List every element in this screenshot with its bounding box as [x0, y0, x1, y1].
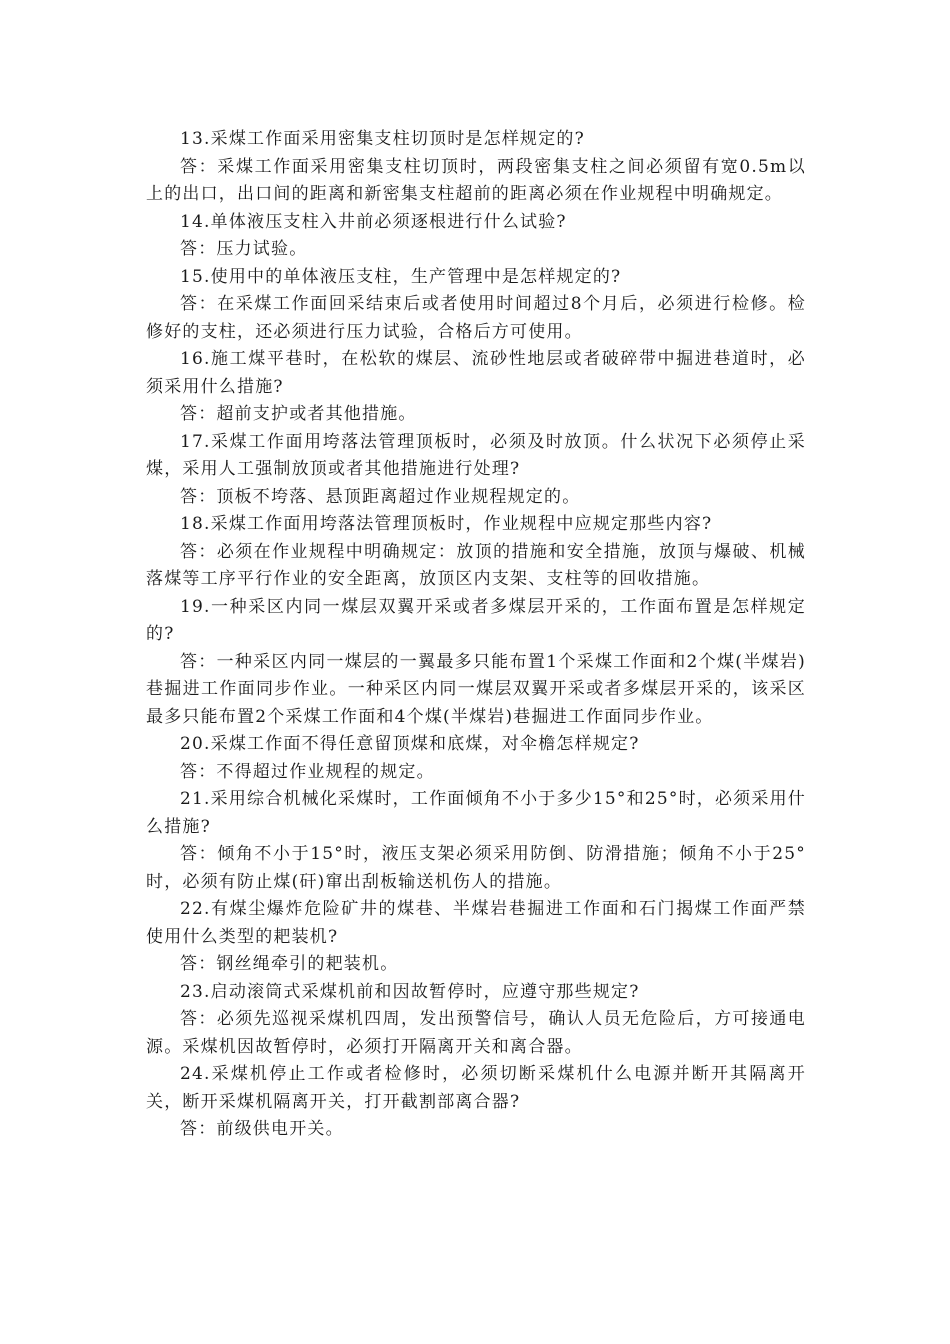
answer-24: 答：前级供电开关。	[180, 1119, 344, 1139]
question-20: 20.采煤工作面不得任意留顶煤和底煤，对伞檐怎样规定?	[180, 734, 640, 754]
question-17: 17.采煤工作面用垮落法管理顶板时，必须及时放顶。什么状况下必须停止采煤，采用人工强制放顶或者其他措施进行处理?	[146, 431, 806, 479]
answer-20: 答：不得超过作业规程的规定。	[180, 761, 435, 782]
question-15: 15.使用中的单体液压支柱，生产管理中是怎样规定的?	[180, 266, 622, 287]
question-16: 16.施工煤平巷时，在松软的煤层、流砂性地层或者破碎带中掘进巷道时，必须采用什么措施?	[146, 349, 806, 397]
question-22: 22.有煤尘爆炸危险矿井的煤巷、半煤岩巷掘进工作面和石门揭煤工作面严禁使用什么类型的耙装机?	[146, 899, 806, 947]
question-13: 13.采煤工作面采用密集支柱切顶时是怎样规定的?	[180, 129, 585, 149]
answer-13: 答：采煤工作面采用密集支柱切顶时，两段密集支柱之间必须留有宽0.5m以上的出口，出口间的距离和新密集支柱超前的距离必须在作业规程中明确规定。	[146, 156, 806, 204]
answer-14: 答：压力试验。	[180, 239, 308, 259]
answer-22: 答：钢丝绳牵引的耙装机。	[180, 954, 399, 974]
answer-17: 答：顶板不垮落、悬顶距离超过作业规程规定的。	[180, 486, 581, 507]
question-24: 24.采煤机停止工作或者检修时，必须切断采煤机什么电源并断开其隔离开关，断开采煤机隔离开关，打开截割部离合器?	[146, 1064, 806, 1112]
question-18: 18.采煤工作面用垮落法管理顶板时，作业规程中应规定那些内容?	[180, 514, 713, 534]
answer-16: 答：超前支护或者其他措施。	[180, 404, 417, 424]
question-19: 19.一种采区内同一煤层双翼开采或者多煤层开采的，工作面布置是怎样规定的?	[146, 596, 806, 644]
document-page	[146, 126, 806, 1144]
answer-21: 答：倾角不小于15°时，液压支架必须采用防倒、防滑措施；倾角不小于25°时，必须有防止煤(矸)窜出刮板输送机伤人的措施。	[146, 844, 806, 892]
answer-15: 答：在采煤工作面回采结束后或者使用时间超过8个月后，必须进行检修。检修好的支柱，还必须进行压力试验，合格后方可使用。	[146, 294, 806, 342]
answer-19: 答：一种采区内同一煤层的一翼最多只能布置1个采煤工作面和2个煤(半煤岩)巷掘进工作面同步作业。一种采区内同一煤层双翼开采或者多煤层开采的，该采区最多只能布置2个采煤工作面和4个煤(半煤岩)巷掘进工作面同步作业。	[146, 651, 806, 727]
answer-23: 答：必须先巡视采煤机四周，发出预警信号，确认人员无危险后，方可接通电源。采煤机因故暂停时，必须打开隔离开关和离合器。	[146, 1009, 806, 1057]
question-21: 21.采用综合机械化采煤时，工作面倾角不小于多少15°和25°时，必须采用什么措施?	[146, 789, 806, 837]
question-23: 23.启动滚筒式采煤机前和因故暂停时，应遵守那些规定?	[180, 981, 640, 1002]
question-14: 14.单体液压支柱入井前必须逐根进行什么试验?	[180, 211, 567, 232]
answer-18: 答：必须在作业规程中明确规定：放顶的措施和安全措施，放顶与爆破、机械落煤等工序平行作业的安全距离，放顶区内支架、支柱等的回收措施。	[146, 541, 806, 589]
